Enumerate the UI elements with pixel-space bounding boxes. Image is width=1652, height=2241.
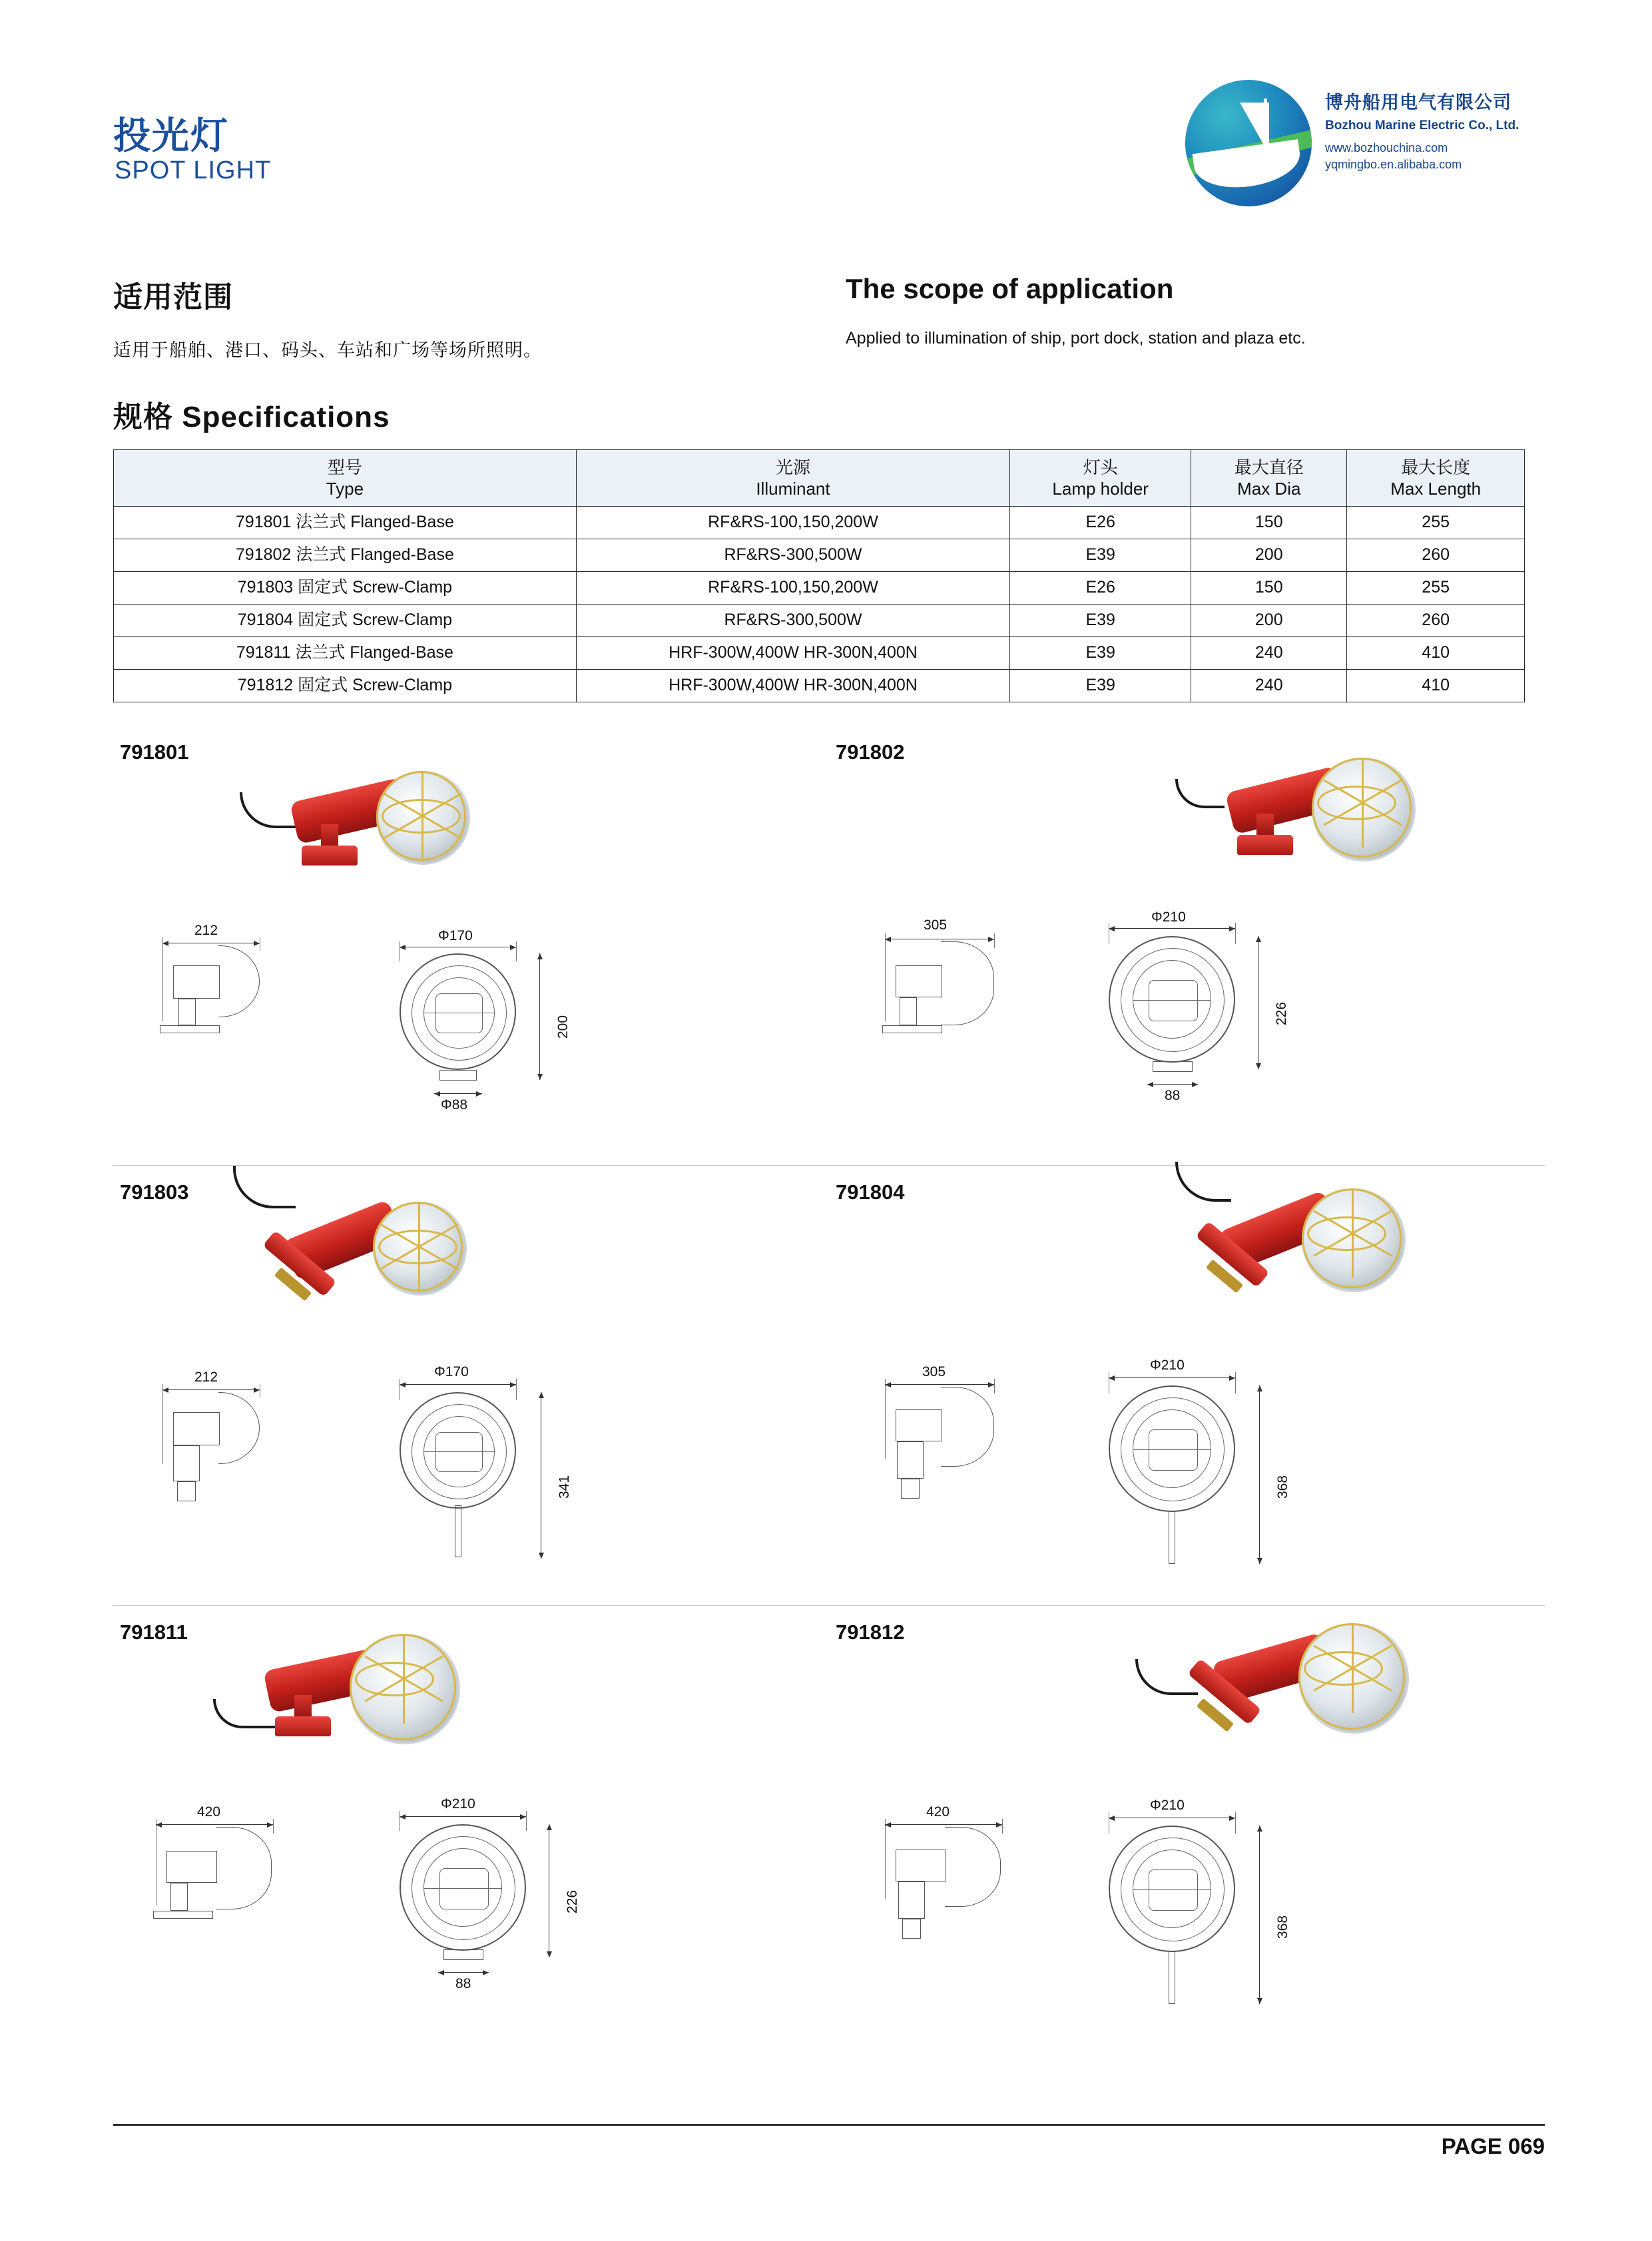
cell-illuminant: RF&RS-300,500W bbox=[576, 605, 1009, 637]
company-logo-icon bbox=[1185, 80, 1312, 206]
company-logo-block bbox=[1185, 73, 1545, 213]
cell-holder: E39 bbox=[1010, 605, 1191, 637]
front-view-lamp-outline bbox=[1149, 1869, 1198, 1911]
dim-ext-line bbox=[162, 1384, 164, 1464]
column-header-length-cn: 最大长度 bbox=[1401, 457, 1471, 477]
column-header-type-en: Type bbox=[326, 479, 364, 499]
scope-body-cn: 适用于船舶、港口、码头、车站和广场等场所照明。 bbox=[113, 340, 542, 360]
dim-ext-line bbox=[885, 933, 886, 1021]
product-photo bbox=[1182, 1172, 1468, 1332]
cell-illuminant: RF&RS-100,150,200W bbox=[576, 572, 1009, 605]
product-photo bbox=[1189, 739, 1475, 899]
dim-line-length bbox=[885, 1824, 1002, 1826]
dim-label-height: 200 bbox=[555, 1015, 571, 1039]
dim-line-height bbox=[539, 953, 541, 1080]
table-row bbox=[114, 539, 1525, 572]
logo-mast-shape bbox=[1264, 99, 1267, 156]
specifications-table bbox=[113, 449, 1525, 702]
side-view-clamp-jaw bbox=[177, 1481, 196, 1501]
dim-line-diameter bbox=[400, 1816, 526, 1818]
front-view-base-foot bbox=[443, 1949, 483, 1960]
dim-line-diameter bbox=[1109, 1377, 1235, 1379]
dim-line-diameter bbox=[400, 947, 516, 948]
column-header-illuminant bbox=[576, 450, 1009, 507]
page-header bbox=[113, 73, 1545, 226]
front-view-clamp-shaft bbox=[455, 1505, 461, 1557]
side-view-clamp bbox=[897, 1441, 924, 1479]
cell-holder: E39 bbox=[1010, 637, 1191, 670]
front-view-centerline bbox=[1133, 1449, 1211, 1450]
dim-line-height bbox=[1259, 1826, 1260, 2004]
table-row bbox=[114, 605, 1525, 637]
product-photo bbox=[246, 1179, 533, 1339]
power-cord bbox=[1135, 1659, 1198, 1695]
lamp-flange-base bbox=[302, 846, 358, 866]
side-view-body bbox=[896, 1850, 946, 1881]
side-view-stem bbox=[900, 997, 917, 1025]
side-view-dome bbox=[945, 1827, 1001, 1907]
company-name-en: Bozhou Marine Electric Co., Ltd. bbox=[1325, 119, 1519, 132]
dim-label-diameter: Φ210 bbox=[441, 1796, 475, 1812]
dim-line-diameter bbox=[400, 1384, 516, 1385]
table-row bbox=[114, 572, 1525, 605]
product-photo bbox=[233, 1619, 519, 1779]
product-code: 791803 bbox=[120, 1180, 189, 1204]
product-791811 bbox=[113, 1606, 829, 2045]
product-791802 bbox=[829, 726, 1545, 1165]
dim-label-length: 305 bbox=[922, 1364, 946, 1379]
column-header-illuminant-en: Illuminant bbox=[756, 479, 830, 499]
company-alibaba-url: yqmingbo.en.alibaba.com bbox=[1325, 158, 1462, 171]
dim-ext-line bbox=[516, 941, 517, 961]
side-view-foot bbox=[160, 1025, 220, 1033]
dim-ext-line bbox=[260, 937, 261, 951]
front-view-outer bbox=[1109, 936, 1235, 1063]
product-code: 791804 bbox=[836, 1180, 905, 1204]
product-code: 791801 bbox=[120, 740, 189, 764]
product-photo bbox=[1175, 1613, 1462, 1772]
lamp-guard-cage-secondary bbox=[373, 1202, 463, 1292]
scope-heading-cn: 适用范围 bbox=[113, 281, 233, 314]
power-cord bbox=[240, 792, 296, 828]
product-791801 bbox=[113, 726, 829, 1165]
front-view-centerline bbox=[1133, 1000, 1211, 1001]
table-row bbox=[114, 507, 1525, 539]
cell-dia: 150 bbox=[1191, 572, 1347, 605]
dim-line-length bbox=[162, 1389, 260, 1391]
dim-line-length bbox=[162, 943, 260, 944]
cell-illuminant: HRF-300W,400W HR-300N,400N bbox=[576, 670, 1009, 702]
lamp-guard-cage-secondary bbox=[1298, 1623, 1405, 1730]
lamp-guard-cage-secondary bbox=[1312, 758, 1412, 858]
dim-line-length bbox=[885, 1384, 994, 1385]
lamp-stem bbox=[321, 824, 338, 847]
column-header-lamp-holder bbox=[1010, 450, 1191, 507]
dim-line-length bbox=[156, 1824, 273, 1826]
dim-label-base: 88 bbox=[1165, 1088, 1181, 1103]
dim-label-diameter: Φ210 bbox=[1151, 909, 1186, 925]
column-header-dia-en: Max Dia bbox=[1237, 479, 1301, 499]
dim-label-length: 212 bbox=[194, 1370, 218, 1385]
front-view-base-foot bbox=[439, 1070, 477, 1081]
column-header-type-cn: 型号 bbox=[327, 457, 362, 477]
dim-label-height: 226 bbox=[565, 1889, 580, 1913]
side-view-body bbox=[173, 965, 220, 999]
product-photo bbox=[246, 746, 533, 905]
dim-label-diameter: Φ170 bbox=[438, 928, 473, 943]
product-code: 791802 bbox=[836, 740, 905, 764]
front-view-centerline bbox=[423, 1888, 502, 1889]
side-view-clamp-jaw bbox=[902, 1919, 921, 1939]
front-view-clamp-shaft bbox=[1169, 1511, 1175, 1564]
cell-length: 410 bbox=[1347, 670, 1525, 702]
product-791804 bbox=[829, 1166, 1545, 1605]
dim-label-height: 341 bbox=[557, 1475, 572, 1499]
scope-column-cn bbox=[113, 273, 846, 362]
dim-label-diameter: Φ210 bbox=[1150, 1798, 1185, 1813]
cell-type: 791801 法兰式 Flanged-Base bbox=[114, 507, 577, 539]
column-header-length-en: Max Length bbox=[1390, 479, 1482, 499]
cell-length: 255 bbox=[1347, 507, 1525, 539]
cell-length: 410 bbox=[1347, 637, 1525, 670]
cell-holder: E26 bbox=[1010, 572, 1191, 605]
specifications-heading: 规格 Specifications bbox=[113, 401, 390, 433]
power-cord bbox=[213, 1699, 276, 1728]
power-cord bbox=[233, 1166, 296, 1208]
dim-ext-line bbox=[273, 1819, 274, 1834]
cell-holder: E39 bbox=[1010, 539, 1191, 572]
cell-type: 791812 固定式 Screw-Clamp bbox=[114, 670, 577, 702]
table-row bbox=[114, 670, 1525, 702]
front-view-outer bbox=[400, 1824, 526, 1951]
dim-ext-line bbox=[885, 1379, 886, 1459]
cell-type: 791803 固定式 Screw-Clamp bbox=[114, 572, 577, 605]
company-logo-text bbox=[1325, 88, 1545, 172]
column-header-illuminant-cn: 光源 bbox=[775, 457, 810, 477]
dim-line-base bbox=[1147, 1084, 1198, 1085]
dim-ext-line bbox=[1235, 1812, 1237, 1834]
dim-label-base: 88 bbox=[455, 1976, 471, 1991]
side-view-body bbox=[173, 1412, 220, 1445]
dim-label-length: 305 bbox=[924, 917, 948, 933]
page-title-cn: 投光灯 bbox=[113, 115, 229, 156]
dim-line-length bbox=[885, 939, 994, 940]
dim-line-height bbox=[1259, 1385, 1260, 1564]
cell-length: 255 bbox=[1347, 572, 1525, 605]
dim-label-height: 368 bbox=[1275, 1915, 1290, 1939]
product-code: 791812 bbox=[836, 1620, 905, 1644]
front-view-outer bbox=[400, 1392, 516, 1509]
page-number: PAGE 069 bbox=[1441, 2134, 1545, 2158]
side-view-dome bbox=[941, 941, 994, 1025]
column-header-holder-en: Lamp holder bbox=[1052, 479, 1149, 499]
front-view-lamp-outline bbox=[1149, 980, 1198, 1021]
product-code: 791811 bbox=[120, 1620, 188, 1644]
dim-line-diameter bbox=[1109, 928, 1235, 929]
product-row bbox=[113, 1606, 1545, 2045]
dim-label-height: 226 bbox=[1274, 1001, 1289, 1025]
dim-line-diameter bbox=[1109, 1818, 1235, 1819]
cell-dia: 150 bbox=[1191, 507, 1347, 539]
dim-line-base bbox=[434, 1093, 482, 1095]
front-view-clamp-shaft bbox=[1169, 1951, 1175, 2004]
table-header-row bbox=[114, 450, 1525, 507]
power-cord bbox=[1175, 779, 1225, 808]
scope-body-en: Applied to illumination of ship, port dock, station and plaza etc. bbox=[846, 329, 1306, 348]
lamp-stem bbox=[1256, 814, 1274, 836]
dim-line-height bbox=[541, 1392, 542, 1559]
dim-ext-line bbox=[526, 1811, 527, 1831]
side-view-body bbox=[896, 965, 942, 997]
dim-ext-line bbox=[994, 933, 995, 948]
scope-column-en bbox=[846, 273, 1545, 348]
column-header-max-length bbox=[1347, 450, 1525, 507]
dim-ext-line bbox=[162, 937, 164, 1021]
cell-type: 791804 固定式 Screw-Clamp bbox=[114, 605, 577, 637]
side-view-clamp bbox=[898, 1881, 925, 1919]
logo-sail-shape bbox=[1228, 103, 1269, 154]
dim-ext-line bbox=[1235, 1372, 1237, 1393]
cell-illuminant: RF&RS-100,150,200W bbox=[576, 507, 1009, 539]
column-header-holder-cn: 灯头 bbox=[1083, 457, 1118, 477]
front-view-outer bbox=[400, 953, 516, 1070]
front-view-lamp-outline bbox=[439, 1868, 489, 1909]
page-content bbox=[113, 0, 1545, 2241]
dim-ext-line bbox=[885, 1819, 886, 1899]
cell-type: 791811 法兰式 Flanged-Base bbox=[114, 637, 577, 670]
front-view-outer bbox=[1109, 1385, 1235, 1512]
column-header-dia-cn: 最大直径 bbox=[1234, 457, 1304, 477]
front-view-outer bbox=[1109, 1826, 1235, 1952]
cell-illuminant: HRF-300W,400W HR-300N,400N bbox=[576, 637, 1009, 670]
column-header-max-dia bbox=[1191, 450, 1347, 507]
dim-ext-line bbox=[516, 1379, 517, 1400]
front-view-lamp-outline bbox=[435, 1432, 483, 1472]
dim-label-diameter: Φ170 bbox=[434, 1364, 469, 1379]
side-view-foot bbox=[882, 1025, 942, 1033]
front-view-lamp-outline bbox=[1149, 1429, 1198, 1471]
side-view-dome bbox=[216, 1827, 272, 1909]
cell-dia: 200 bbox=[1191, 539, 1347, 572]
dim-label-base: Φ88 bbox=[441, 1097, 468, 1113]
scope-heading-en: The scope of application bbox=[846, 273, 1174, 304]
side-view-dome bbox=[941, 1387, 994, 1467]
lamp-guard-cage-secondary bbox=[1302, 1188, 1402, 1288]
product-791803 bbox=[113, 1166, 829, 1605]
product-row bbox=[113, 1166, 1545, 1606]
product-791812 bbox=[829, 1606, 1545, 2045]
dim-line-height bbox=[549, 1824, 550, 1957]
dim-ext-line bbox=[156, 1819, 157, 1905]
front-view-centerline bbox=[423, 1451, 495, 1452]
side-view-dome bbox=[218, 945, 260, 1017]
company-name-cn: 博舟船用电气有限公司 bbox=[1325, 93, 1512, 113]
cell-illuminant: RF&RS-300,500W bbox=[576, 539, 1009, 572]
side-view-stem bbox=[178, 999, 196, 1025]
dim-label-length: 420 bbox=[926, 1804, 950, 1820]
dim-ext-line bbox=[1002, 1819, 1003, 1834]
footer-divider bbox=[113, 2124, 1545, 2126]
side-view-body bbox=[896, 1409, 942, 1441]
front-view-base-foot bbox=[1153, 1061, 1193, 1072]
side-view-stem bbox=[170, 1883, 188, 1911]
front-view-lamp-outline bbox=[435, 993, 483, 1033]
cell-dia: 240 bbox=[1191, 670, 1347, 702]
side-view-clamp bbox=[173, 1445, 200, 1481]
dim-label-height: 368 bbox=[1275, 1475, 1290, 1499]
lamp-stem bbox=[294, 1695, 312, 1718]
page-title-en: SPOT LIGHT bbox=[115, 156, 272, 184]
dim-ext-line bbox=[1235, 923, 1237, 944]
dim-label-length: 420 bbox=[197, 1804, 221, 1820]
cell-length: 260 bbox=[1347, 539, 1525, 572]
cell-holder: E26 bbox=[1010, 507, 1191, 539]
cell-type: 791802 法兰式 Flanged-Base bbox=[114, 539, 577, 572]
dim-line-base bbox=[438, 1972, 489, 1973]
product-row bbox=[113, 726, 1545, 1166]
cell-dia: 200 bbox=[1191, 605, 1347, 637]
dim-line-height bbox=[1258, 936, 1259, 1069]
lamp-flange-base bbox=[1237, 835, 1293, 855]
cell-dia: 240 bbox=[1191, 637, 1347, 670]
column-header-type bbox=[114, 450, 577, 507]
product-grid bbox=[113, 726, 1545, 2045]
side-view-clamp-jaw bbox=[901, 1479, 920, 1499]
dim-ext-line bbox=[994, 1379, 995, 1393]
lamp-guard-cage-secondary bbox=[350, 1634, 456, 1740]
dim-label-diameter: Φ210 bbox=[1150, 1358, 1185, 1373]
lamp-flange-base bbox=[275, 1716, 331, 1736]
side-view-foot bbox=[153, 1911, 213, 1919]
dim-ext-line bbox=[260, 1384, 261, 1397]
cell-holder: E39 bbox=[1010, 670, 1191, 702]
lamp-guard-cage-secondary bbox=[376, 771, 466, 861]
power-cord bbox=[1175, 1162, 1231, 1202]
side-view-dome bbox=[218, 1392, 260, 1464]
dim-label-length: 212 bbox=[194, 923, 218, 938]
front-view-centerline bbox=[1133, 1889, 1211, 1890]
company-website: www.bozhouchina.com bbox=[1325, 141, 1448, 154]
table-row bbox=[114, 637, 1525, 670]
cell-length: 260 bbox=[1347, 605, 1525, 637]
side-view-body bbox=[166, 1851, 217, 1883]
